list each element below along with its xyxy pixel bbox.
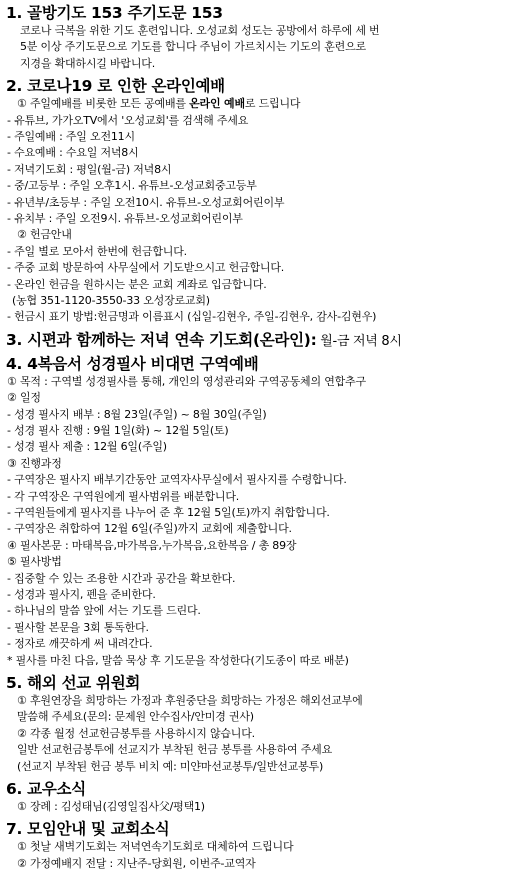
section-4-heading: 4. 4복음서 성경필사 비대면 구역예배	[6, 354, 259, 373]
section-4-line: - 성경 필사지 배부 : 8월 23일(주일) ~ 8월 30일(주일)	[7, 407, 267, 421]
section-5-heading: 5. 해외 선교 위원회	[6, 674, 141, 692]
section-3-schedule: 월-금 저녁 8시	[316, 333, 402, 349]
section-1-line-1: 코로나 극복을 위한 기도 훈련입니다. 오성교회 성도는 공방에서 하루에 세 번	[20, 24, 380, 37]
section-7-heading: 7. 모임안내 및 교회소식	[6, 820, 170, 839]
section-4-line: ⑤ 필사방법	[7, 555, 62, 569]
section-2-line: - 온라인 헌금을 원하시는 분은 교회 계좌로 입금합니다.	[7, 277, 267, 291]
section-4-line: - 성경과 필사지, 펜을 준비한다.	[7, 588, 156, 601]
section-4-line: - 하나님의 말씀 앞에 서는 기도를 드린다.	[7, 604, 201, 618]
section-2-line: - 유튜브, 가가오TV에서 '오성교회'를 검색해 주세요	[7, 113, 249, 127]
section-2-line: - 헌금시 표기 방법:헌금명과 이름표시 (십일-김현우, 주일-김현우, 감사-김현우)	[7, 310, 377, 324]
section-4-line: - 구역원들에게 필사지를 나누어 준 후 12월 5일(토)까지 취합합니다.	[7, 506, 330, 519]
section-2-intro-bold: 온라인 예배	[189, 97, 245, 111]
section-4-line: - 필사할 본문을 3회 통독한다.	[7, 620, 149, 634]
section-2-line: - 주일예배 : 주일 오전11시	[7, 130, 135, 143]
section-4-note: * 필사를 마친 다음, 말씀 묵상 후 기도문을 작성한다(기도종이 따로 배분)	[7, 653, 349, 667]
section-2-line: - 유치부 : 주일 오전9시. 유튜브-오성교회어린이부	[7, 212, 243, 225]
section-4-line: ② 일정	[7, 391, 41, 405]
section-2-line: - 주일 별로 모아서 한번에 헌금합니다.	[7, 244, 187, 258]
section-2-line: - 중/고등부 : 주일 오후1시. 유튜브-오성교회중고등부	[7, 179, 257, 193]
section-2-intro	[17, 96, 300, 111]
section-2-heading: 2. 코로나19 로 인한 온라인예배	[6, 77, 225, 96]
section-2-line: - 유년부/초등부 : 주일 오전10시. 유튜브-오성교회어린이부	[7, 195, 285, 209]
section-2-line: - 저녁기도회 : 평일(월-금) 저녁8시	[7, 162, 172, 176]
section-5-line: 말씀해 주세요(문의: 문제원 안수집사/안미경 권사)	[17, 710, 254, 724]
section-2-intro-post: 로 드립니다	[244, 97, 301, 111]
section-5-line: 일반 선교헌금봉투에 선교지가 부착된 헌금 봉투를 사용하여 주세요	[17, 743, 333, 757]
section-4-line: ③ 진행과정	[7, 456, 62, 470]
section-4-line: - 정자로 깨끗하게 써 내려간다.	[7, 637, 153, 651]
section-1-line-2: 5분 이상 주기도문으로 기도를 합니다 주님이 가르치시는 기도의 훈련으로	[20, 40, 366, 54]
section-4-line: - 구역장은 필사지 배부기간동안 교역자사무실에서 필사지를 수령합니다.	[7, 473, 347, 487]
section-7-line: ② 가정예배지 전달 : 지난주-당회원, 이번주-교역자	[17, 856, 256, 870]
section-2-intro-pre: ① 주일예배를 비롯한 모든 공예배를	[17, 97, 190, 111]
section-5-line: ① 후원연장을 희망하는 가정과 후원중단을 희망하는 가정은 해외선교부에	[17, 694, 363, 707]
section-2-offering-heading: ② 헌금안내	[17, 228, 72, 242]
section-5-line: ② 각종 월정 선교헌금봉투를 사용하시지 않습니다.	[17, 726, 255, 740]
section-4-line: - 성경 필사 제출 : 12월 6일(주일)	[7, 440, 167, 454]
section-4-line: ④ 필사본문 : 마태복음,마가복음,누가복음,요한복음 / 총 89장	[7, 538, 297, 552]
section-4-line: - 성경 필사 진행 : 9월 1일(화) ~ 12월 5일(토)	[7, 424, 229, 437]
section-4-line: - 구역장은 취합하여 12월 6일(주일)까지 교회에 제출합니다.	[7, 522, 292, 536]
section-2-account: (농협 351-1120-3550-33 오성장로교회)	[12, 294, 210, 307]
section-6-line: ① 장례 : 김성태님(김영일집사父/평택1)	[17, 800, 205, 813]
section-4-line: - 각 구역장은 구역원에게 필사범위를 배분합니다.	[7, 489, 240, 503]
section-6-heading: 6. 교우소식	[6, 780, 86, 798]
section-4-line: - 집중할 수 있는 조용한 시간과 공간을 확보한다.	[7, 571, 236, 585]
section-2-line: - 수요예배 : 수요일 저녁8시	[7, 146, 139, 160]
section-1-line-3: 지경을 확대하시길 바랍니다.	[20, 56, 156, 70]
section-3-heading	[6, 330, 402, 352]
section-3-title: 3. 시편과 함께하는 저녁 연속 기도회(온라인):	[6, 330, 317, 349]
section-7-line: ① 첫날 새벽기도회는 저녁연속기도회로 대체하여 드립니다	[17, 840, 294, 854]
section-5-line: (선교지 부착된 헌금 봉투 비치 예: 미얀마선교봉투/일반선교봉투)	[17, 759, 324, 773]
section-2-line: - 주중 교회 방문하여 사무실에서 기도받으시고 헌금합니다.	[7, 261, 285, 275]
section-4-line: ① 목적 : 구역별 성경필사를 통해, 개인의 영성관리와 구역공동체의 연합추구	[7, 374, 366, 388]
section-1-heading: 1. 골방기도 153 주기도문 153	[6, 4, 223, 22]
